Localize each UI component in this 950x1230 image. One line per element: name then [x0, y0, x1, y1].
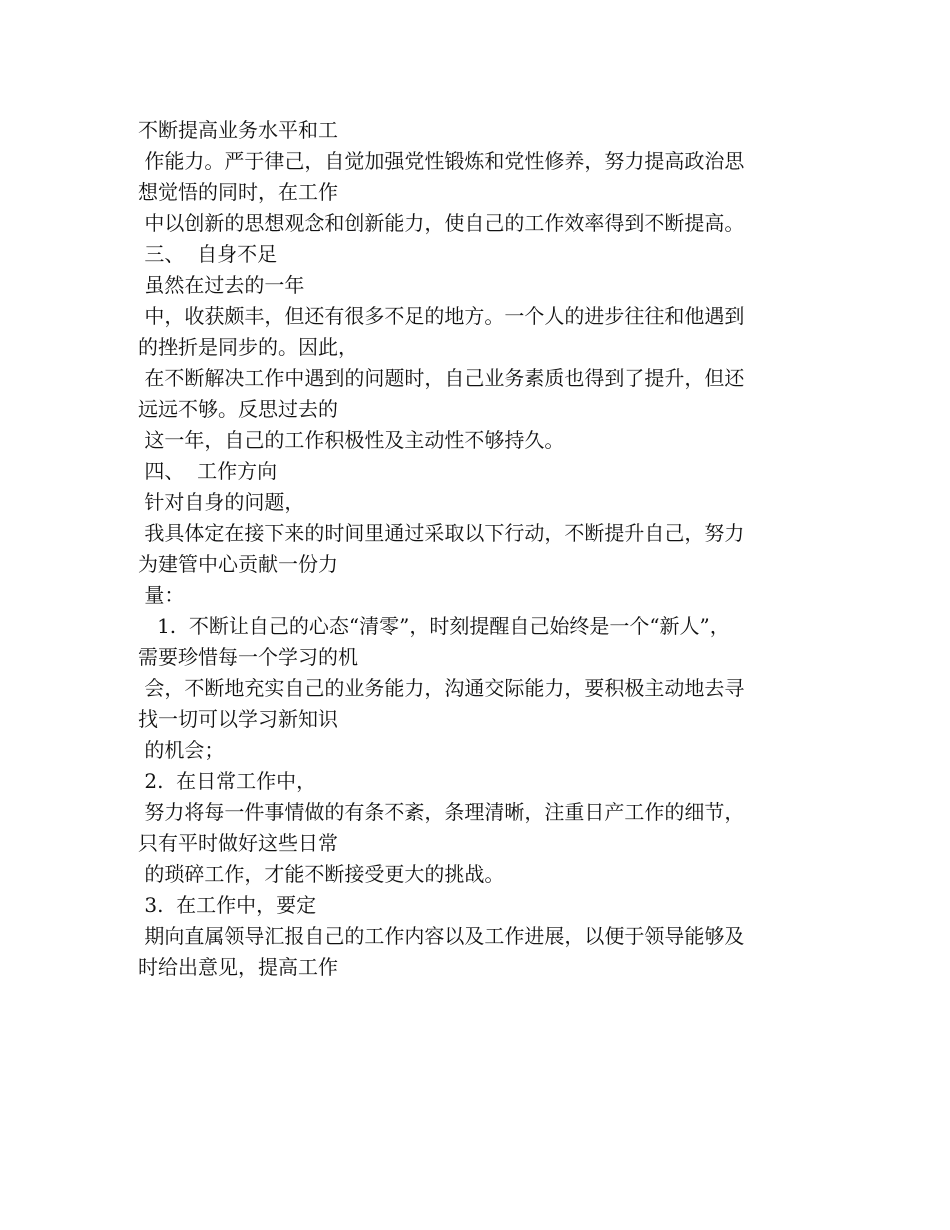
text-line: 会，不断地充实自己的业务能力，沟通交际能力，要积极主动地去寻 [138, 676, 745, 700]
text-line: 作能力。严于律己，自觉加强党性锻炼和党性修养，努力提高政治思 [138, 149, 745, 173]
text-line: 的琐碎工作，才能不断接受更大的挑战。 [138, 862, 505, 886]
text-line: 需要珍惜每一个学习的机 [138, 645, 358, 669]
text-line: 远远不够。反思过去的 [138, 397, 338, 421]
text-line: 中，收获颇丰，但还有很多不足的地方。一个人的进步往往和他遇到 [138, 304, 745, 328]
text-line: 的挫折是同步的。因此， [138, 335, 358, 359]
text-line: 中以创新的思想观念和创新能力，使自己的工作效率得到不断提高。 [138, 211, 745, 235]
text-line: 2. 在日常工作中， [138, 769, 317, 793]
text-line: 想觉悟的同时，在工作 [138, 180, 338, 204]
text-line: 的机会； [138, 738, 225, 762]
text-line: 三、 自身不足 [138, 242, 278, 266]
document-body [138, 115, 828, 983]
text-line: 四、 工作方向 [138, 459, 278, 483]
text-line: 只有平时做好这些日常 [138, 831, 338, 855]
text-line: 量： [138, 583, 185, 607]
text-line: 3. 在工作中，要定 [138, 893, 317, 917]
text-line: 我具体定在接下来的时间里通过采取以下行动，不断提升自己，努力 [138, 521, 745, 545]
text-line: 为建管中心贡献一份力 [138, 552, 338, 576]
text-line: 期向直属领导汇报自己的工作内容以及工作进展，以便于领导能够及 [138, 924, 745, 948]
text-line: 在不断解决工作中遇到的问题时，自己业务素质也得到了提升，但还 [138, 366, 745, 390]
text-line: 找一切可以学习新知识 [138, 707, 338, 731]
text-line: 这一年，自己的工作积极性及主动性不够持久。 [138, 428, 565, 452]
text-line: 针对自身的问题， [138, 490, 305, 514]
text-line: 虽然在过去的一年 [138, 273, 305, 297]
text-line: 1. 不断让自己的心态“清零”，时刻提醒自己始终是一个“新人”， [138, 614, 730, 638]
text-line: 不断提高业务水平和工 [138, 118, 338, 142]
text-line: 时给出意见，提高工作 [138, 955, 338, 979]
text-line: 努力将每一件事情做的有条不紊，条理清晰，注重日产工作的细节， [138, 800, 745, 824]
